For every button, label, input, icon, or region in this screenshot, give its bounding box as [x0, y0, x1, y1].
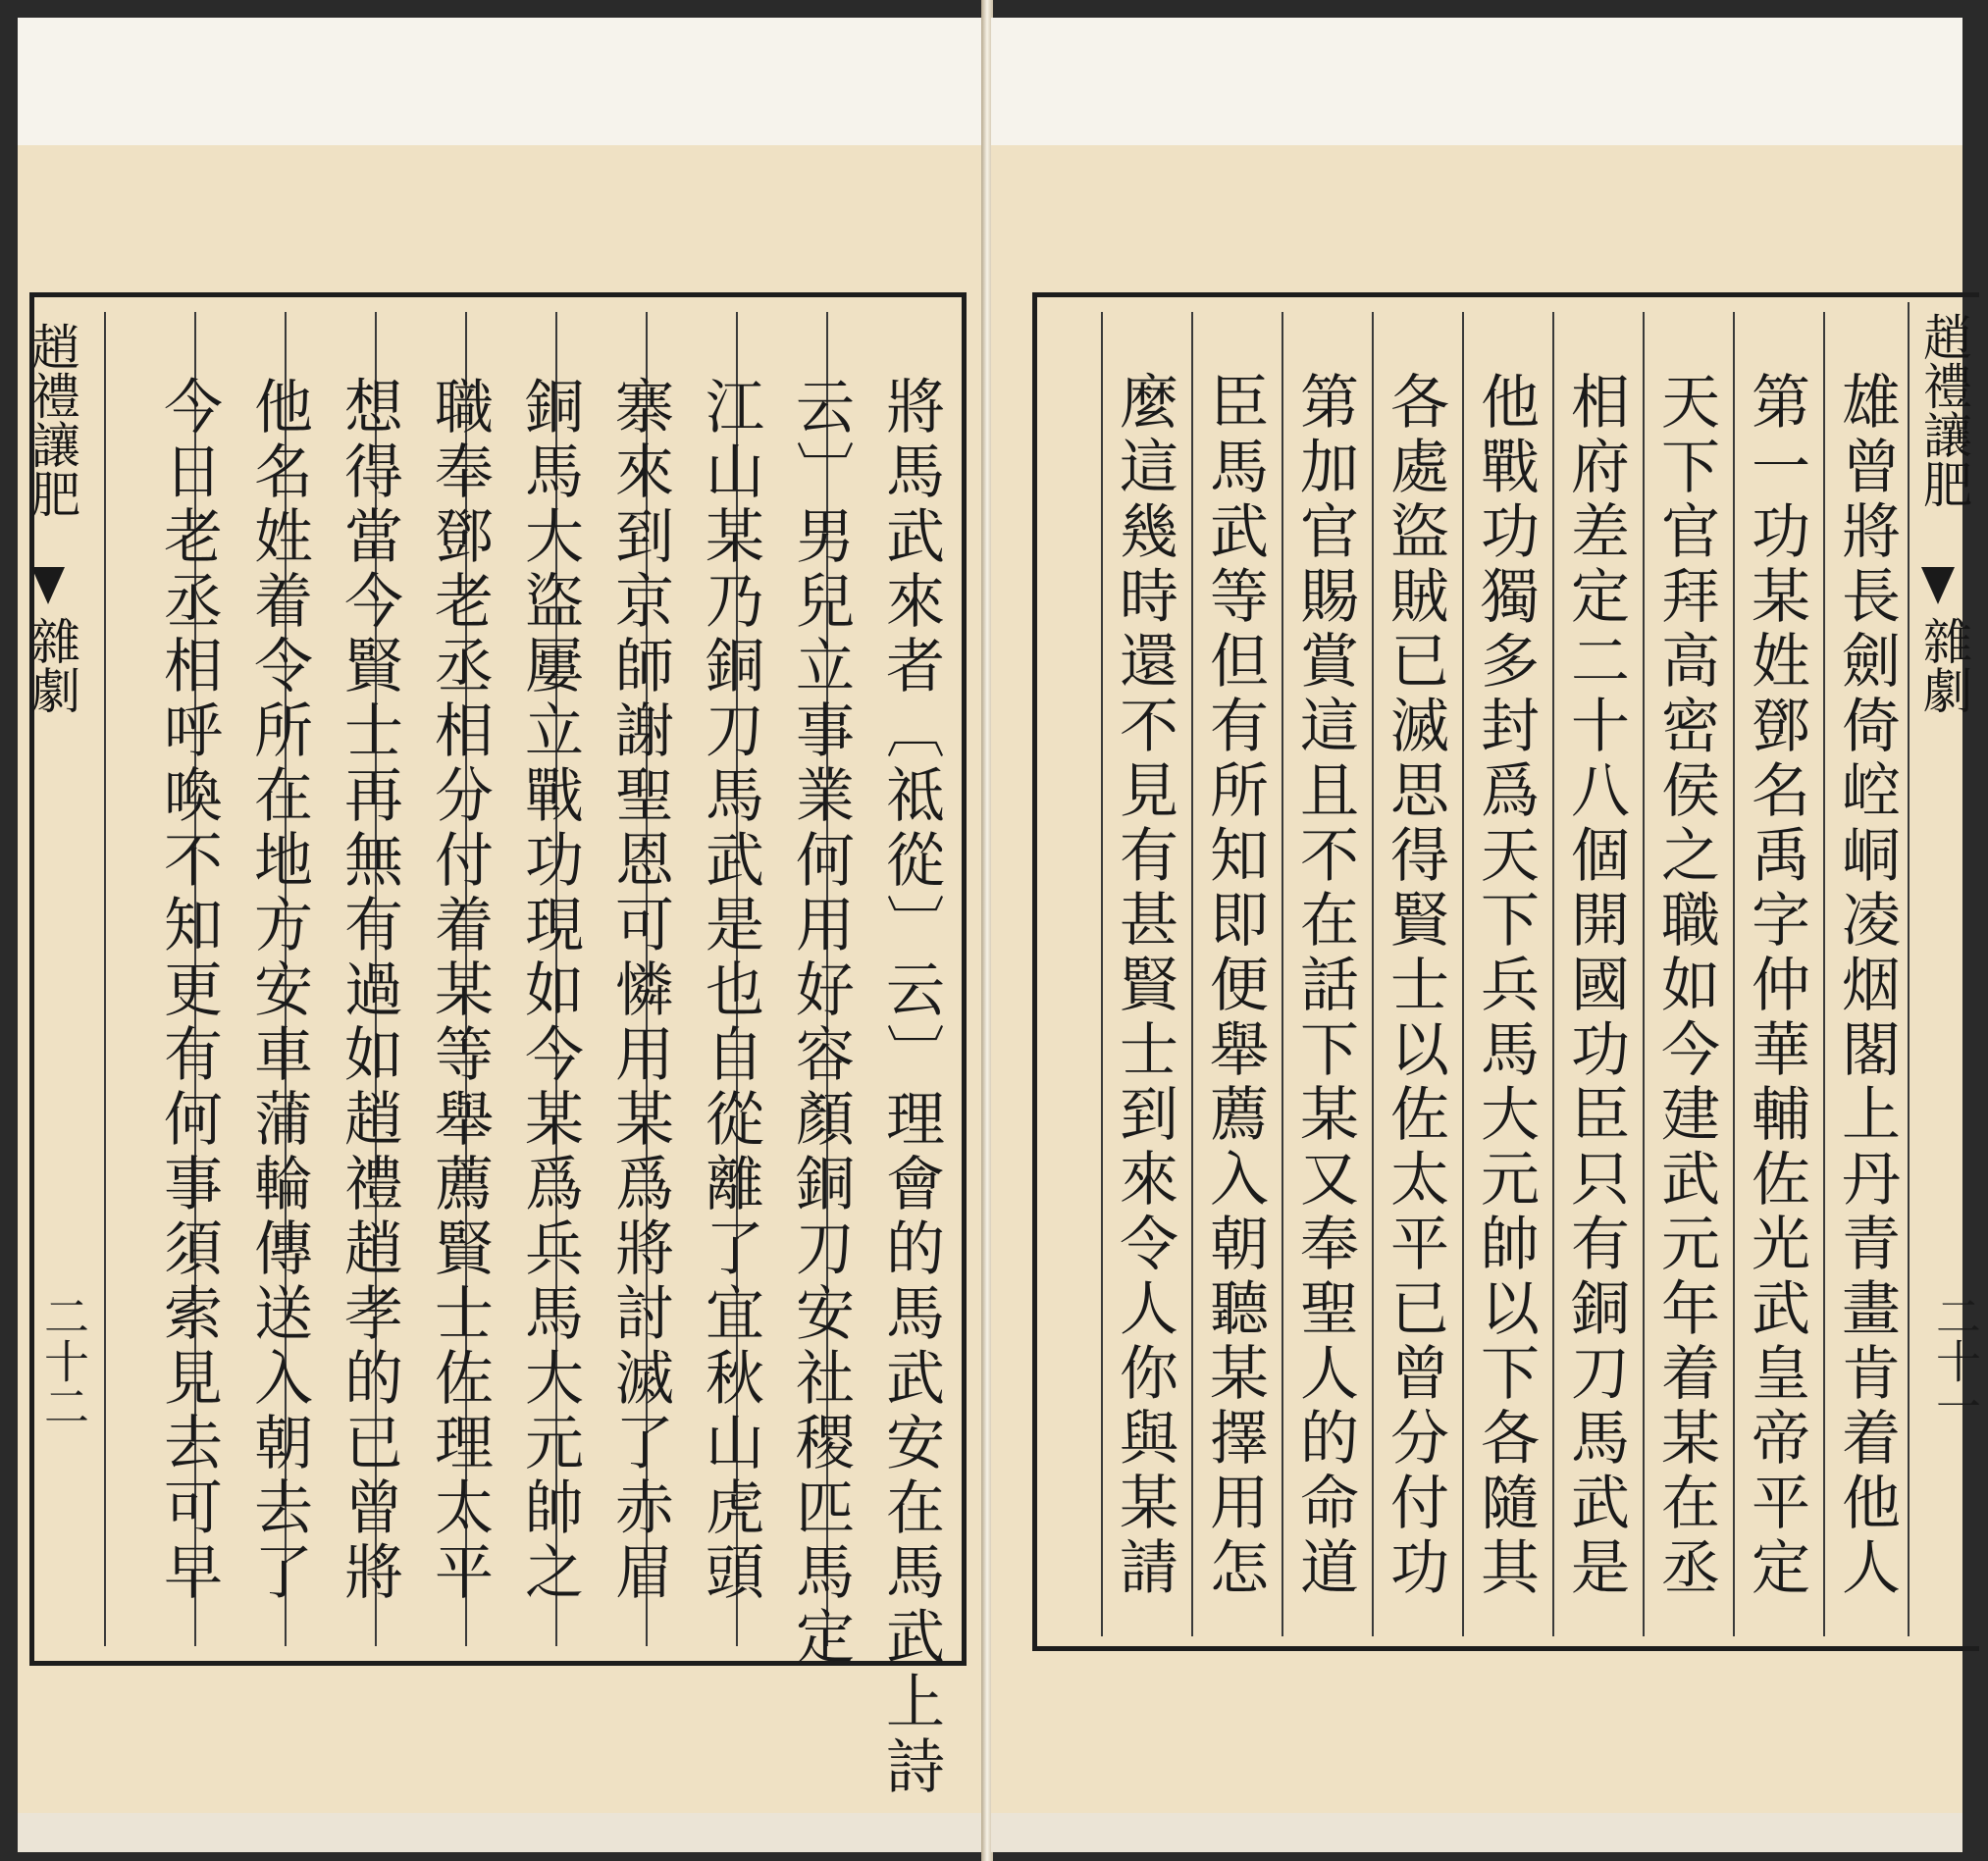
right-page [991, 18, 1982, 1852]
text-column: 銅馬大盜屢立戰功現如今某爲兵馬大元帥之 [515, 376, 584, 1606]
text-column: 臣馬武等但有所知即便舉薦入朝聽某擇用怎 [1200, 371, 1269, 1601]
text-column: 麼這幾時還不見有甚賢士到來令人你與某請 [1110, 371, 1178, 1601]
right-book-title: 趙禮讓肥 [1915, 312, 1972, 508]
text-column: 寨來到京師謝聖恩可憐用某爲將討滅了赤眉 [605, 376, 674, 1606]
left-book-title: 趙禮讓肥 [24, 322, 80, 518]
right-section-label: 雜劇 [1915, 616, 1972, 714]
text-column: 今日老丞相呼喚不知更有何事須索見去可早 [154, 376, 223, 1606]
text-column: 江山某乃銅刀馬武是也自從離了宜秋山虎頭 [696, 376, 764, 1606]
left-section-label: 雜劇 [24, 616, 80, 714]
column-rule [104, 312, 106, 1646]
text-column: 將馬武來者〔祗從〕云〕理會的馬武安在馬武上詩 [876, 376, 945, 1800]
text-column: 相府差定二十八個開國功臣只有銅刀馬武是 [1561, 371, 1630, 1601]
bottom-margin-paper [18, 1813, 984, 1852]
text-column: 雄曾將長劍倚崆峒凌烟閣上丹青畫肯着他人 [1832, 371, 1901, 1601]
text-column: 第一功某姓鄧名禹字仲華輔佐光武皇帝平定 [1742, 371, 1810, 1601]
text-column: 想得當今賢士再無有過如趙禮趙孝的已曾將 [335, 376, 403, 1606]
text-column: 他名姓着令所在地方安車蒲輪傳送入朝去了 [244, 376, 313, 1606]
text-column: 天下官拜高密侯之職如今建武元年着某在丞 [1651, 371, 1720, 1601]
text-column: 各處盜賊已滅思得賢士以佐太平已曾分付功 [1381, 371, 1449, 1601]
bottom-margin-paper [991, 1813, 1962, 1852]
text-column: 云〕男兒立事業何用好容顏銅刀安社稷匹馬定 [786, 376, 855, 1671]
right-folio-number: 二十一 [1929, 1293, 1982, 1428]
text-column: 他戰功獨多封爲天下兵馬大元帥以下各隨其 [1471, 371, 1540, 1601]
top-margin-paper [18, 18, 984, 145]
left-folio-number: 二十二 [37, 1293, 90, 1428]
left-page [18, 18, 984, 1852]
text-column: 職奉鄧老丞相分付着某等舉薦賢士佐理太平 [425, 376, 494, 1606]
top-margin-paper [991, 18, 1962, 145]
text-column: 第加官賜賞這且不在話下某又奉聖人的命道 [1290, 371, 1359, 1601]
